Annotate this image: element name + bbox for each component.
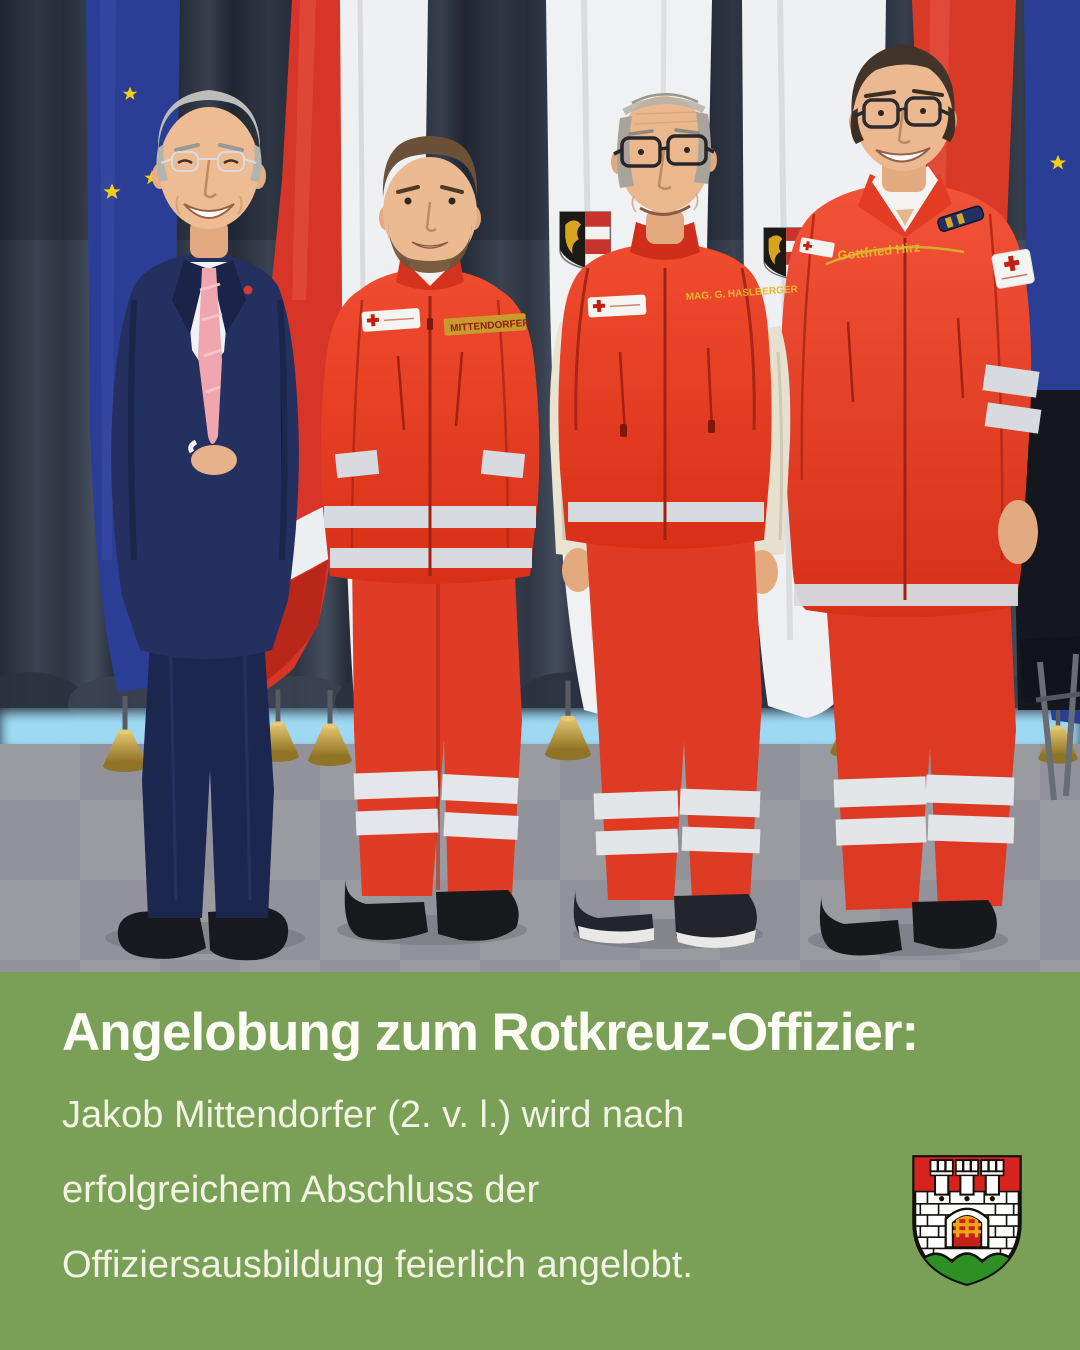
crest-towers: [930, 1160, 1003, 1201]
name-tag-text: MAG. G. HASLBERGER: [685, 284, 799, 303]
arm-red-cross-patch: [991, 249, 1034, 289]
lapel-pin: [244, 286, 253, 295]
crest-gate: [946, 1209, 989, 1248]
headline: Angelobung zum Rotkreuz-Offizier:: [62, 1003, 919, 1062]
city-crest: [905, 1150, 1029, 1292]
red-cross-patch: [361, 308, 420, 332]
caption-line-2: erfolgreichem Abschluss der: [62, 1169, 540, 1211]
name-tag-text: Gottfried Hirz: [836, 239, 921, 263]
name-tag-text: MITTENDORFER: [449, 317, 530, 335]
red-cross-patch: [588, 294, 647, 317]
caption-panel: [0, 972, 1080, 1350]
caption-line-3: Offiziersausbildung feierlich angelobt.: [62, 1244, 693, 1286]
crest-green-mound: [909, 1253, 1025, 1292]
caption-line-1: Jakob Mittendorfer (2. v. l.) wird nach: [62, 1094, 685, 1136]
